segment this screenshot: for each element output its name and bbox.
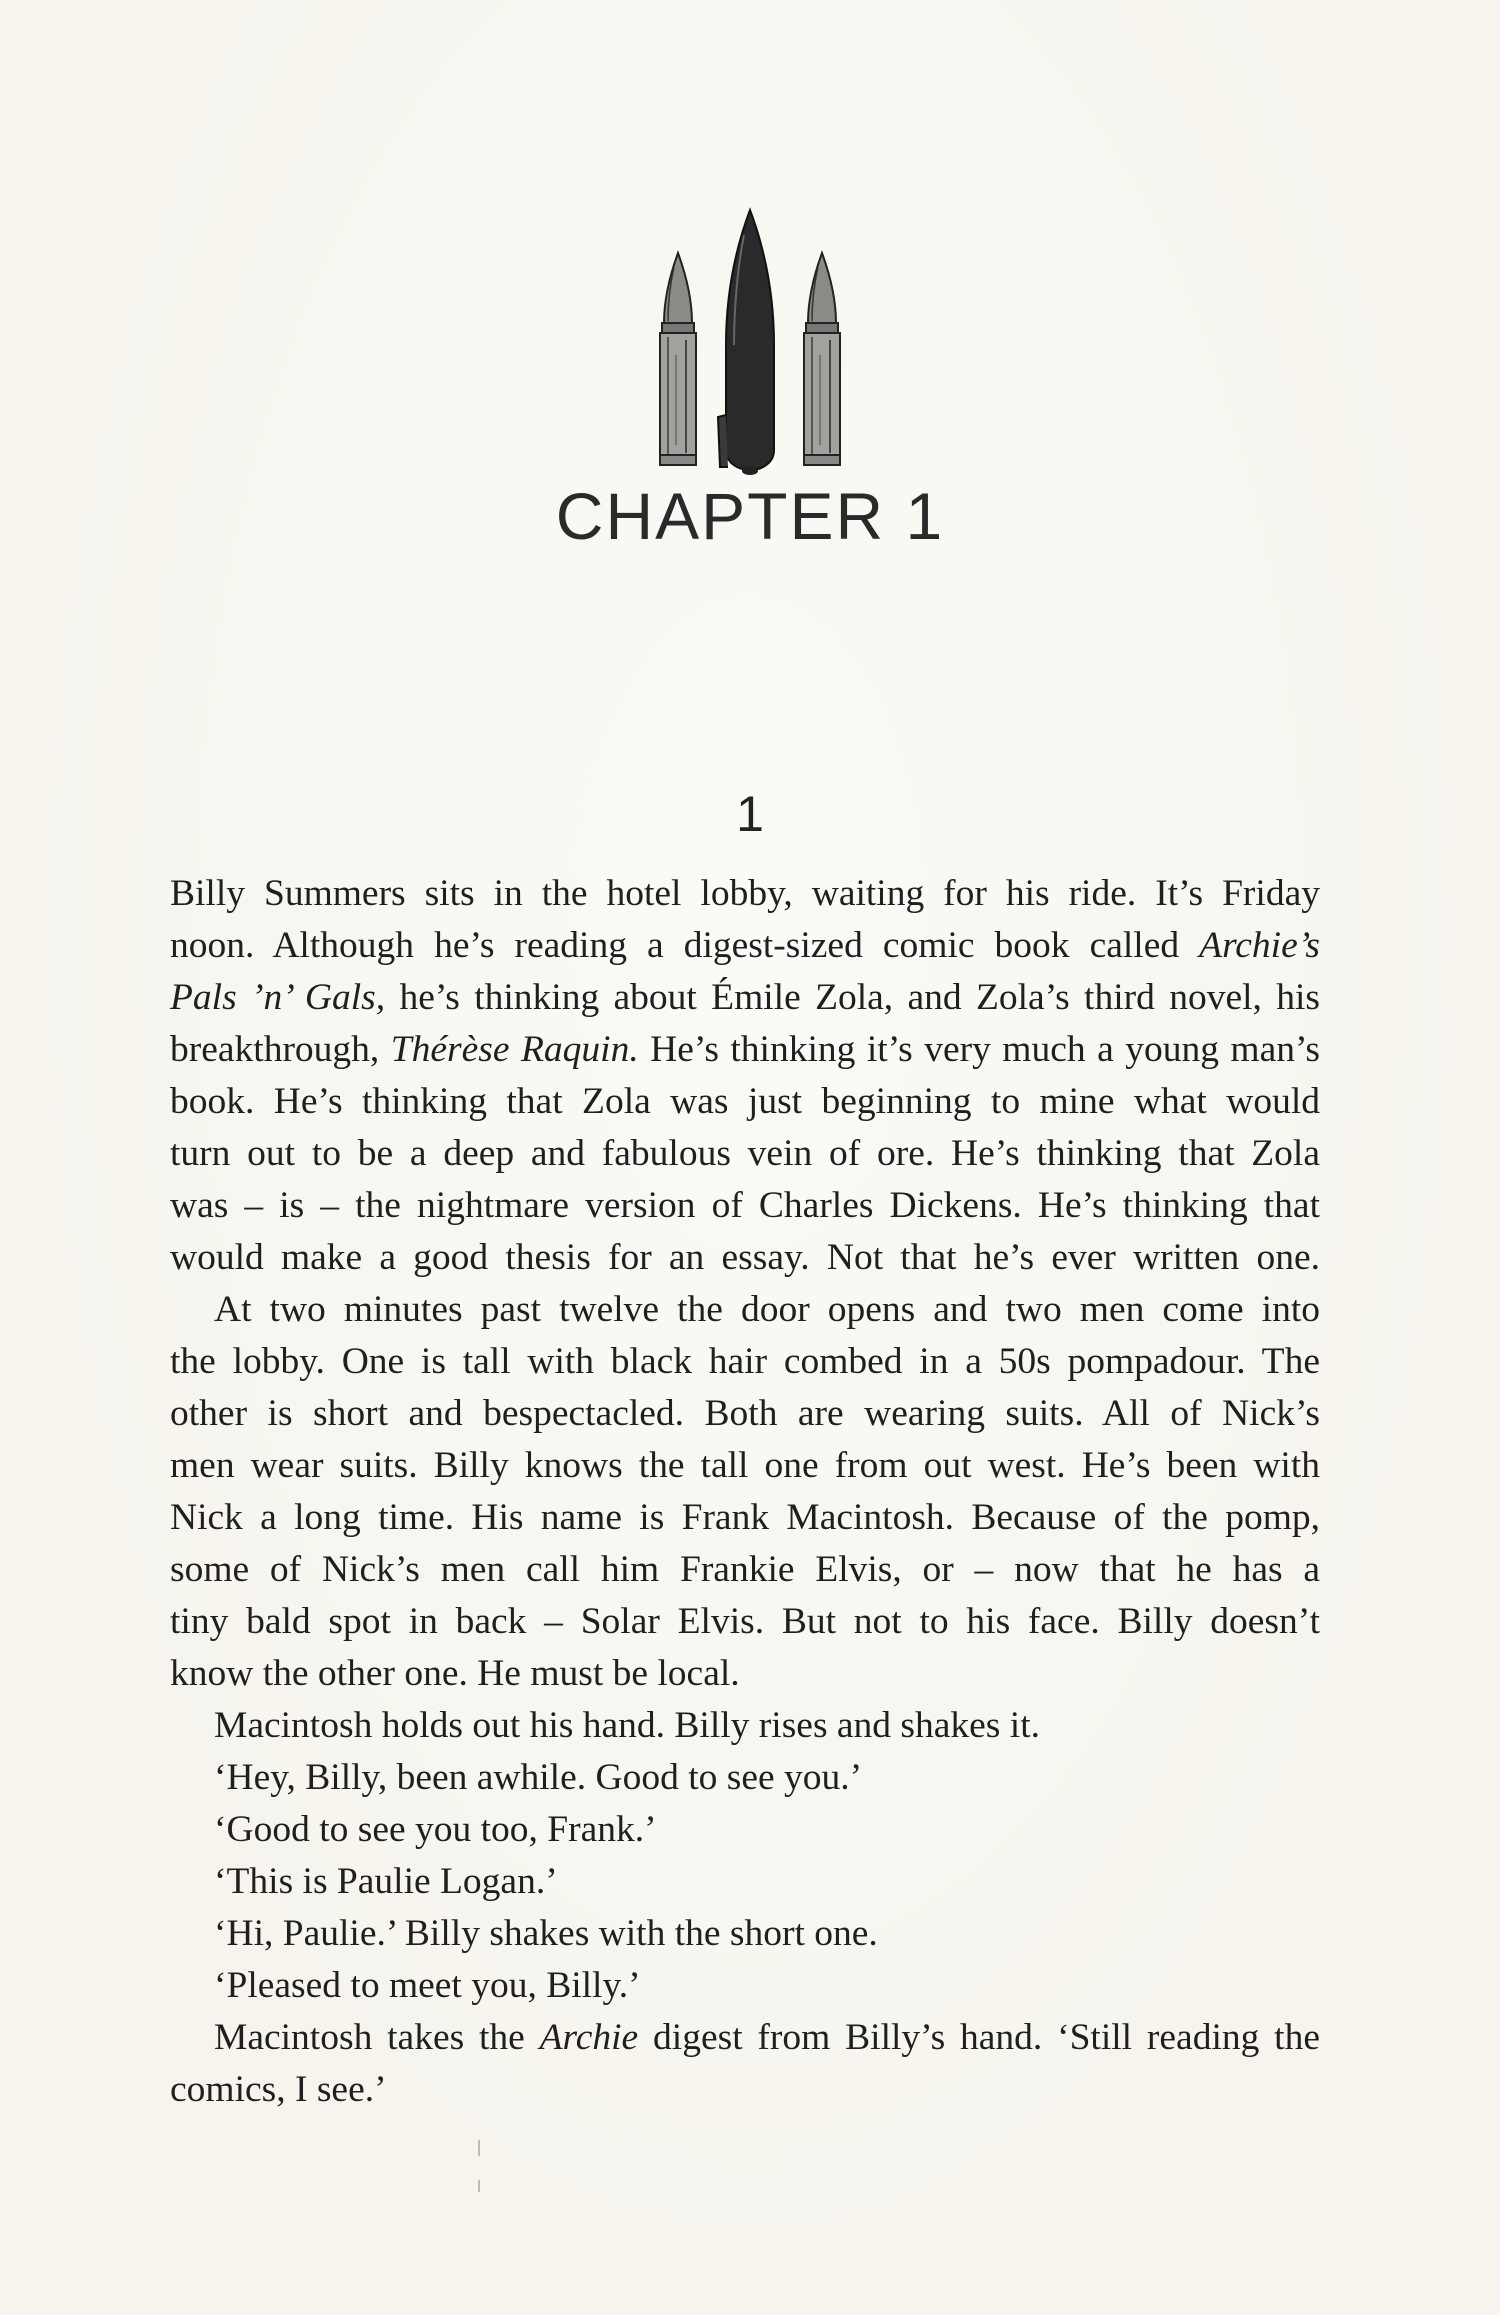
text-line: Macintosh holds out his hand. Billy rises and shakes it.: [214, 1705, 1040, 1746]
text-line: ‘Hi, Paulie.’ Billy shakes with the short one.: [214, 1913, 878, 1954]
chapter-title: CHAPTER 1: [555, 479, 945, 553]
italic-title: Archie: [539, 2017, 639, 2058]
right-bullet-icon: [804, 253, 840, 465]
italic-title: Archie’s: [1199, 925, 1320, 966]
text-line: Macintosh takes the Archie digest from Billy’s hand. ‘Still reading the: [214, 2017, 1320, 2058]
text-line: book. He’s thinking that Zola was just beginning to mine what would: [170, 1081, 1320, 1122]
text-line: ‘This is Paulie Logan.’: [214, 1861, 558, 1902]
text-line: know the other one. He must be local.: [170, 1653, 740, 1694]
middle-bullet-icon: [718, 210, 774, 475]
text-line: ‘Pleased to meet you, Billy.’: [214, 1965, 641, 2006]
text-line: was – is – the nightmare version of Charles Dickens. He’s thinking that: [170, 1185, 1320, 1226]
text-line: Pals ’n’ Gals, he’s thinking about Émile Zola, and Zola’s third novel, his: [170, 977, 1320, 1018]
text-line: ‘Good to see you too, Frank.’: [214, 1809, 657, 1850]
text-line: men wear suits. Billy knows the tall one from out west. He’s been with: [170, 1445, 1320, 1486]
text-line: some of Nick’s men call him Frankie Elvis, or – now that he has a: [170, 1549, 1320, 1590]
text-line: turn out to be a deep and fabulous vein of ore. He’s thinking that Zola: [170, 1133, 1320, 1174]
section-number: 1: [736, 786, 764, 842]
scan-mark: [478, 2140, 480, 2156]
left-bullet-icon: [660, 253, 696, 465]
text-line: Billy Summers sits in the hotel lobby, waiting for his ride. It’s Friday: [170, 873, 1320, 914]
text-line: comics, I see.’: [170, 2069, 387, 2110]
three-bullets-icon: [640, 205, 860, 475]
text-line: other is short and bespectacled. Both are wearing suits. All of Nick’s: [170, 1393, 1320, 1434]
text-line: noon. Although he’s reading a digest-sized comic book called Archie’s: [170, 925, 1320, 966]
text-line: the lobby. One is tall with black hair combed in a 50s pompadour. The: [170, 1341, 1320, 1382]
scan-mark: [478, 2180, 480, 2192]
chapter-body-text: [170, 868, 1320, 2116]
text-line: ‘Hey, Billy, been awhile. Good to see you.’: [214, 1757, 863, 1798]
text-line: At two minutes past twelve the door opens and two men come into: [214, 1289, 1320, 1330]
text-line: breakthrough, Thérèse Raquin. He’s thinking it’s very much a young man’s: [170, 1029, 1320, 1070]
italic-title: Thérèse Raquin.: [390, 1029, 639, 1070]
text-line: would make a good thesis for an essay. Not that he’s ever written one.: [170, 1237, 1320, 1278]
text-line: Nick a long time. His name is Frank Macintosh. Because of the pomp,: [170, 1497, 1320, 1538]
text-line: tiny bald spot in back – Solar Elvis. But not to his face. Billy doesn’t: [170, 1601, 1320, 1642]
italic-title: Pals ’n’ Gals,: [170, 977, 386, 1018]
